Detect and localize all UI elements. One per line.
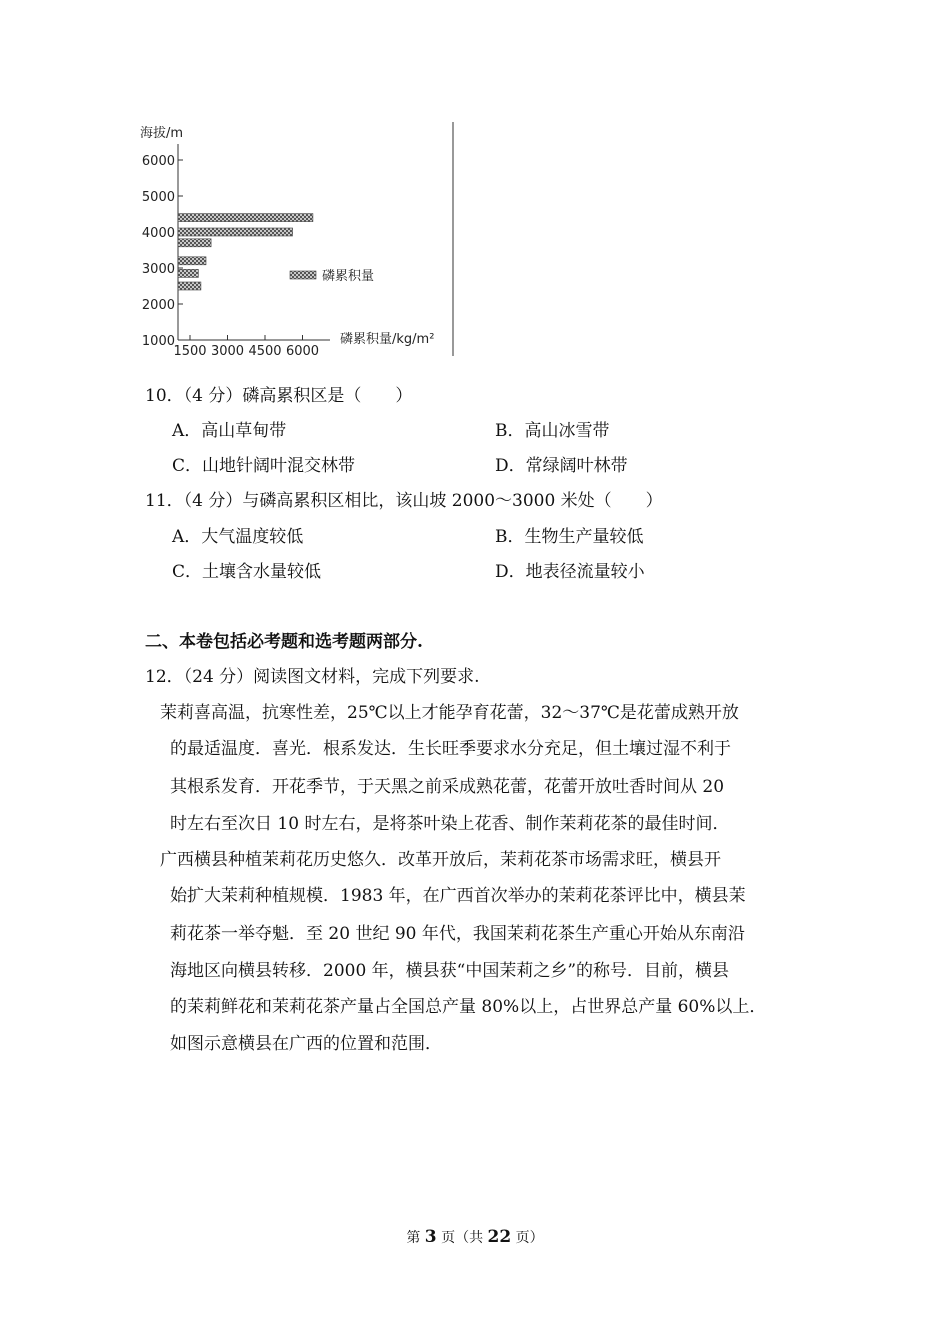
x-tick-label: 3000 [210,344,245,359]
y-tick-label: 6000 [141,154,175,169]
x-axis-label: 磷累积量/kg/m² [340,332,435,347]
q12-para2-line2: 始扩大茉莉种植规模．1983 年，在广西首次举办的茉莉花茶评比中，横县茉 [170,886,746,906]
legend-swatch [290,271,316,279]
y-tick-label: 4000 [141,226,175,241]
q11-option-a[interactable]: A．大气温度较低 [172,527,304,547]
footer-prefix: 第 [406,1230,421,1246]
q12-para1-line2: 的最适温度．喜光．根系发达．生长旺季要求水分充足，但土壤过湿不利于 [170,739,731,759]
y-tick-label: 2000 [141,298,175,313]
q12-para1-line3: 其根系发育．开花季节，于天黑之前采成熟花蕾，花蕾开放吐香时间从 20 [170,777,725,797]
y-tick-label: 3000 [141,262,175,277]
phosphorus-accumulation-chart [130,118,460,363]
q11-option-d[interactable]: D．地表径流量较小 [495,562,645,582]
footer-page-number: 3 [424,1227,437,1247]
footer-suffix: 页） [515,1230,544,1246]
q11-stem: 11．（4 分）与磷高累积区相比，该山坡 2000～3000 米处（ ） [145,491,663,511]
bar [178,282,201,290]
q12-para2-line3: 莉花茶一举夺魁．至 20 世纪 90 年代，我国茉莉花茶生产重心开始从东南沿 [170,924,745,944]
q12-para1-line1: 茉莉喜高温，抗寒性差，25℃以上才能孕育花蕾，32～37℃是花蕾成熟开放 [160,703,739,723]
bar [178,239,211,247]
bar [178,214,313,222]
q12-para2-line1: 广西横县种植茉莉花历史悠久．改革开放后，茉莉花茶市场需求旺，横县开 [160,850,721,870]
q12-stem: 12．（24 分）阅读图文材料，完成下列要求. [145,667,480,687]
x-tick-label: 6000 [285,344,320,359]
q10-option-b[interactable]: B．高山冰雪带 [495,421,610,441]
q11-option-b[interactable]: B．生物生产量较低 [495,527,644,547]
y-axis-label: 海拔/m [140,126,184,141]
footer-middle: 页（共 [441,1230,484,1246]
x-tick-label: 1500 [173,344,207,359]
q12-para2-line5: 的茉莉鲜花和茉莉花茶产量占全国总产量 80%以上，占世界总产量 60%以上． [170,997,767,1017]
q11-option-c[interactable]: C．土壤含水量较低 [172,562,322,582]
bar [178,257,206,265]
section-heading: 二、本卷包括必考题和选考题两部分. [145,632,423,652]
q12-para2-line4: 海地区向横县转移．2000 年，横县获“中国茉莉之乡”的称号．目前，横县 [170,961,730,981]
bar [178,269,198,277]
q10-option-c[interactable]: C．山地针阔叶混交林带 [172,456,356,476]
q12-para2-line6: 如图示意横县在广西的位置和范围． [170,1034,442,1054]
y-tick-label: 5000 [141,190,175,205]
page-footer [0,1228,950,1247]
q12-para1-line4: 时左右至次日 10 时左右，是将茶叶染上花香、制作茉莉花茶的最佳时间． [170,814,730,834]
footer-total-pages: 22 [487,1227,512,1247]
q10-option-d[interactable]: D．常绿阔叶林带 [495,456,628,476]
y-ticks [142,154,183,349]
q10-stem: 10．（4 分）磷高累积区是（ ） [145,386,413,406]
legend-label: 磷累积量 [322,269,375,284]
x-ticks [173,335,319,359]
bar [178,228,293,236]
y-tick-label: 1000 [141,334,175,349]
x-tick-label: 4500 [248,344,282,359]
q10-option-a[interactable]: A．高山草甸带 [172,421,287,441]
